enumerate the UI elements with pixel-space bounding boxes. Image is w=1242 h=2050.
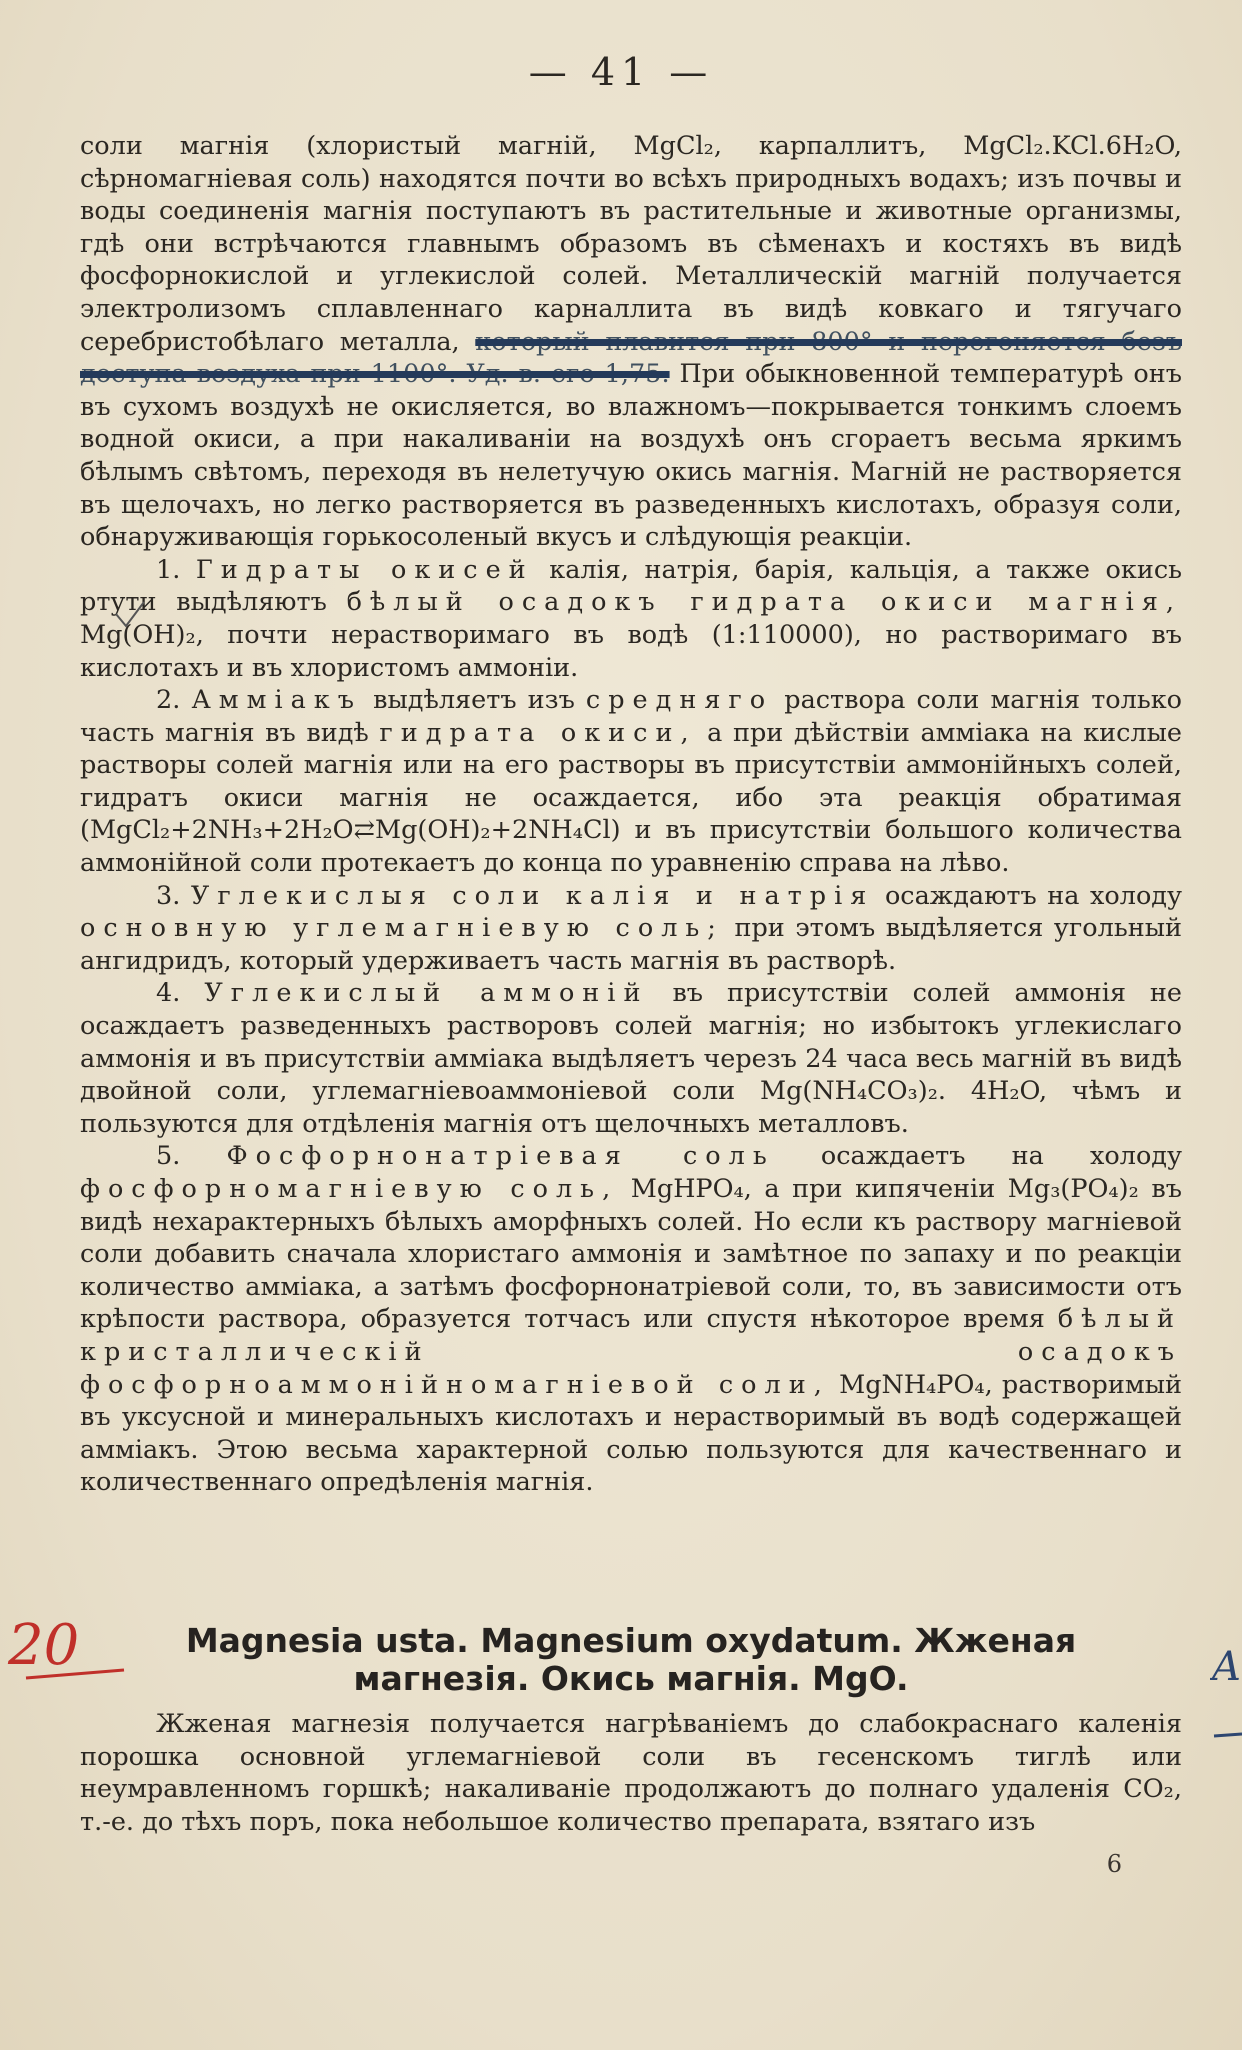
reaction-number: 1. [156,554,181,585]
reaction-text: при этомъ выдѣляется угольный ангидридъ, который удерживаетъ часть магнія въ растворѣ. [80,913,1182,976]
reaction-text: а при дѣйствіи амміака на кислые растворы солей магнія или на его растворы въ присутствіи аммонійныхъ солей, гидратъ окиси магнія не осаждается, ибо эта реакція обратимая (MgCl₂+2NH₃+2H₂O⇄Mg(OH)₂+2NH₄Cl) и въ присутствіи большого количества аммонійной соли протекаетъ до конца по уравненію справа на лѣво. [80,717,1183,879]
reaction-text: раствора соли магнія только часть магнія въ видѣ [80,685,1183,748]
reaction-3 [80,880,1182,978]
pencil-checkmark [114,600,158,630]
heading-line-2: магнезія. Окись магнія. MgO. [353,1659,909,1698]
spaced-term: гидрата окиси, [379,717,697,748]
spaced-term: фосфорномагніевую соль, [80,1174,619,1204]
spaced-term: основную углемагніевую соль; [80,913,724,944]
spaced-term: бѣлый осадокъ гидрата окиси магнія, [346,587,1182,618]
intro-paragraph [80,130,1182,554]
reaction-text: Mg(OH)₂, почти нерастворимаго въ водѣ (1:110000), но растворимаго въ кислотахъ и въ хлористомъ аммоніи. [80,619,1182,683]
reaction-number: 3. [156,880,181,911]
spaced-term: Фосфорнонатріевая соль [226,1141,775,1172]
reaction-number: 2. [156,685,181,716]
spaced-term: Гидраты окисей [195,554,534,585]
page-number: — 41 — [528,50,714,94]
reaction-text: осаждаетъ на холоду [820,1141,1183,1172]
reaction-5 [80,1140,1182,1499]
main-text [80,130,1182,1499]
edge-mark-text: A [1212,1644,1241,1690]
intro-text-continued: При обыкновенной температурѣ онъ въ сухомъ воздухѣ не окисляется, во влажномъ—покрывается тонкимъ слоемъ водной окиси, а при накаливаніи на воздухѣ онъ сгораетъ весьма яркимъ бѣлымъ свѣтомъ, переходя въ нелетучую окись магнія. Магній не растворяется въ щелочахъ, но легко растворяется въ разведенныхъ кислотахъ, образуя соли, обнаруживающія горькосоленый вкусъ и слѣдующія реакціи. [80,359,1183,553]
reaction-text: калія, натрія, барія, кальція, а также окись ртути выдѣляютъ [80,554,1182,618]
spaced-term: Углекислый аммоній [204,978,649,1009]
handwritten-edge-mark [1210,1630,1242,1750]
signature-mark: 6 [1106,1850,1122,1878]
edge-mark-line [1214,1734,1242,1736]
margin-note-text: 20 [8,1613,80,1678]
heading-line-1: Magnesia usta. Magnesium oxydatum. Жженая [185,1621,1077,1660]
section-paragraph: Жженая магнезія получается нагрѣваніемъ до слабокраснаго каленія порошка основной углемагніевой соли въ гесенскомъ тиглѣ или неумравленномъ горшкѣ; накаливаніе продолжаютъ до полнаго удаленія CO₂, т.-е. до тѣхъ поръ, пока небольшое количество препарата, взятаго изъ [80,1709,1182,1837]
reaction-text: MgNH₄PO₄, растворимый въ уксусной и минеральныхъ кислотахъ и нерастворимый въ водѣ содержащей амміакъ. Этою весьма характерной солью пользуются для качественнаго и количественнаго опредѣленія магнія. [80,1369,1182,1498]
reaction-text: выдѣляетъ изъ [373,685,575,716]
reaction-text: MgHPO₄, а при кипяченіи Mg₃(PO₄)₂ въ видѣ нехарактерныхъ бѣлыхъ аморфныхъ солей. Но если къ раствору магніевой соли добавить сначала хлористаго аммонія и замѣтное по запаху и по реакціи количество амміака, а затѣмъ фосфорнонатріевой соли, то, въ зависимости отъ крѣпости раствора, образуется тотчасъ или спустя нѣкоторое время [80,1174,1182,1335]
handwritten-margin-note [6,1612,126,1692]
intro-text: соли магнія (хлористый магній, MgCl₂, карпаллитъ, MgCl₂.KCl.6H₂O, сѣрномагніевая соль) находятся почти во всѣхъ природныхъ водахъ; изъ почвы и воды соединенія магнія поступаютъ въ растительные и животные организмы, гдѣ они встрѣчаются главнымъ образомъ въ сѣменахъ и костяхъ въ видѣ фосфорнокислой и углекислой солей. Металлическій магній получается электролизомъ сплавленнаго карналлита въ видѣ ковкаго и тягучаго серебристобѣлаго металла, [80,131,1182,357]
reaction-1 [80,554,1182,684]
spaced-term: бѣлый кристаллическій осадокъ фосфорноаммонійномагніевой соли, [80,1304,1182,1400]
spaced-term: средняго [585,685,774,716]
section-text [80,1708,1182,1838]
reaction-2 [80,684,1182,880]
reaction-text: въ присутствіи солей аммонія не осаждаетъ разведенныхъ растворовъ солей магнія; но избытокъ углекислаго аммонія и въ присутствіи амміака выдѣляетъ черезъ 24 часа весь магній въ видѣ двойной соли, углемагніевоаммоніевой соли Mg(NH₄CO₃)₂. 4H₂O, чѣмъ и пользуются для отдѣленія магнія отъ щелочныхъ металловъ. [80,978,1183,1139]
reaction-text: осаждаютъ на холоду [884,880,1182,911]
spaced-term: Амміакъ [191,685,362,716]
reaction-number: 5. [156,1141,181,1172]
struck-through-text: который плавится при 800° и перегоняется безъ доступа воздуха при 1100°. Уд. в. его 1,75. [80,326,1182,390]
spaced-term: Углекислыя соли калія и натрія [190,880,875,911]
reaction-number: 4. [156,978,181,1009]
checkmark-stroke [116,602,144,626]
reaction-4 [80,977,1182,1140]
section-heading [80,1622,1182,1698]
